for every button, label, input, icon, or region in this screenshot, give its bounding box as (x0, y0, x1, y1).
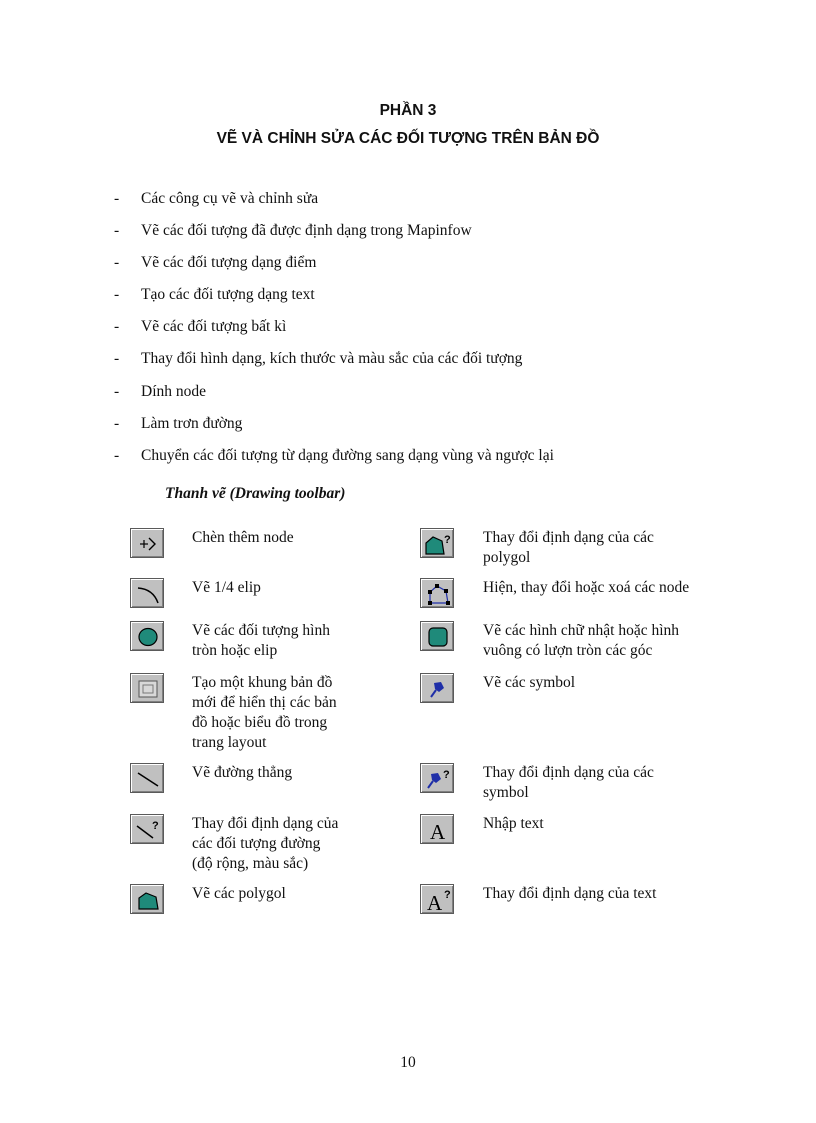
tool-label-line: Vẽ đường thẳng (192, 764, 293, 781)
list-item: - Thay đổi hình dạng, kích thước và màu sắc của các đối tượng (114, 350, 523, 368)
symbol-icon[interactable] (420, 673, 454, 703)
rounded-rect-icon[interactable] (420, 621, 454, 651)
text-icon[interactable] (420, 814, 454, 844)
tool-label-frame: Tạo một khung bản đồ mới để hiển thị các bản đồ hoặc biểu đồ trong trang layout (192, 674, 337, 751)
add-node-icon[interactable] (130, 528, 164, 558)
text-style-icon[interactable] (420, 884, 454, 914)
svg-text:?: ? (443, 769, 450, 781)
list-item: - Làm trơn đường (114, 414, 243, 432)
tool-label-line-style: Thay đổi định dạng của các đối tượng đường (độ rộng, màu sắc) (192, 815, 339, 872)
arc-icon[interactable] (130, 578, 164, 608)
list-item: - Chuyển các đối tượng từ dạng đường sang dạng vùng và ngược lại (114, 446, 554, 464)
svg-text:?: ? (152, 820, 159, 832)
tool-label-ellipse: Vẽ các đối tượng hình tròn hoặc elip (192, 622, 330, 659)
list-item: - Vẽ các đối tượng bất kì (114, 318, 287, 336)
tool-label-text: Nhập text (483, 815, 544, 832)
tool-label-region-style: Thay đổi định dạng của các polygol (483, 529, 654, 566)
svg-text:?: ? (444, 534, 451, 546)
polygon-icon[interactable] (130, 884, 164, 914)
list-item: - Vẽ các đối tượng dạng điểm (114, 254, 317, 272)
tool-label-text-style: Thay đổi định dạng của text (483, 885, 657, 902)
svg-text:?: ? (444, 889, 451, 901)
line-icon[interactable] (130, 763, 164, 793)
tool-label-reshape: Hiện, thay đổi hoặc xoá các node (483, 579, 690, 596)
page-title: VẼ VÀ CHỈNH SỬA CÁC ĐỐI TƯỢNG TRÊN BẢN ĐỒ (216, 130, 600, 147)
region-style-icon[interactable] (420, 528, 454, 558)
frame-icon[interactable] (130, 673, 164, 703)
svg-text:A: A (427, 891, 443, 915)
symbol-style-icon[interactable] (420, 763, 454, 793)
ellipse-icon[interactable] (130, 621, 164, 651)
reshape-icon[interactable] (420, 578, 454, 608)
tool-label-arc: Vẽ 1/4 elip (192, 579, 261, 596)
tool-label-add-node: Chèn thêm node (192, 529, 294, 546)
tool-label-rounded-rect: Vẽ các hình chữ nhật hoặc hình vuông có lượn tròn các góc (483, 622, 680, 659)
list-item: - Vẽ các đối tượng đã được định dạng trong Mapinfow (114, 222, 472, 240)
svg-text:A: A (430, 820, 446, 844)
tool-label-polygon: Vẽ các polygol (192, 885, 286, 902)
line-style-icon[interactable] (130, 814, 164, 844)
list-item: - Các công cụ vẽ và chỉnh sửa (114, 190, 319, 207)
list-item: - Dính node (114, 382, 207, 400)
part-heading: PHẦN 3 (379, 102, 437, 119)
list-item: - Tạo các đối tượng dạng text (114, 286, 315, 304)
toolbar-title: Thanh vẽ (Drawing toolbar) (165, 485, 346, 502)
bullet-list (114, 190, 554, 479)
tool-label-symbol: Vẽ các symbol (483, 674, 576, 691)
tool-label-symbol-style: Thay đổi định dạng của các symbol (483, 764, 654, 801)
page-number: 10 (400, 1054, 416, 1071)
